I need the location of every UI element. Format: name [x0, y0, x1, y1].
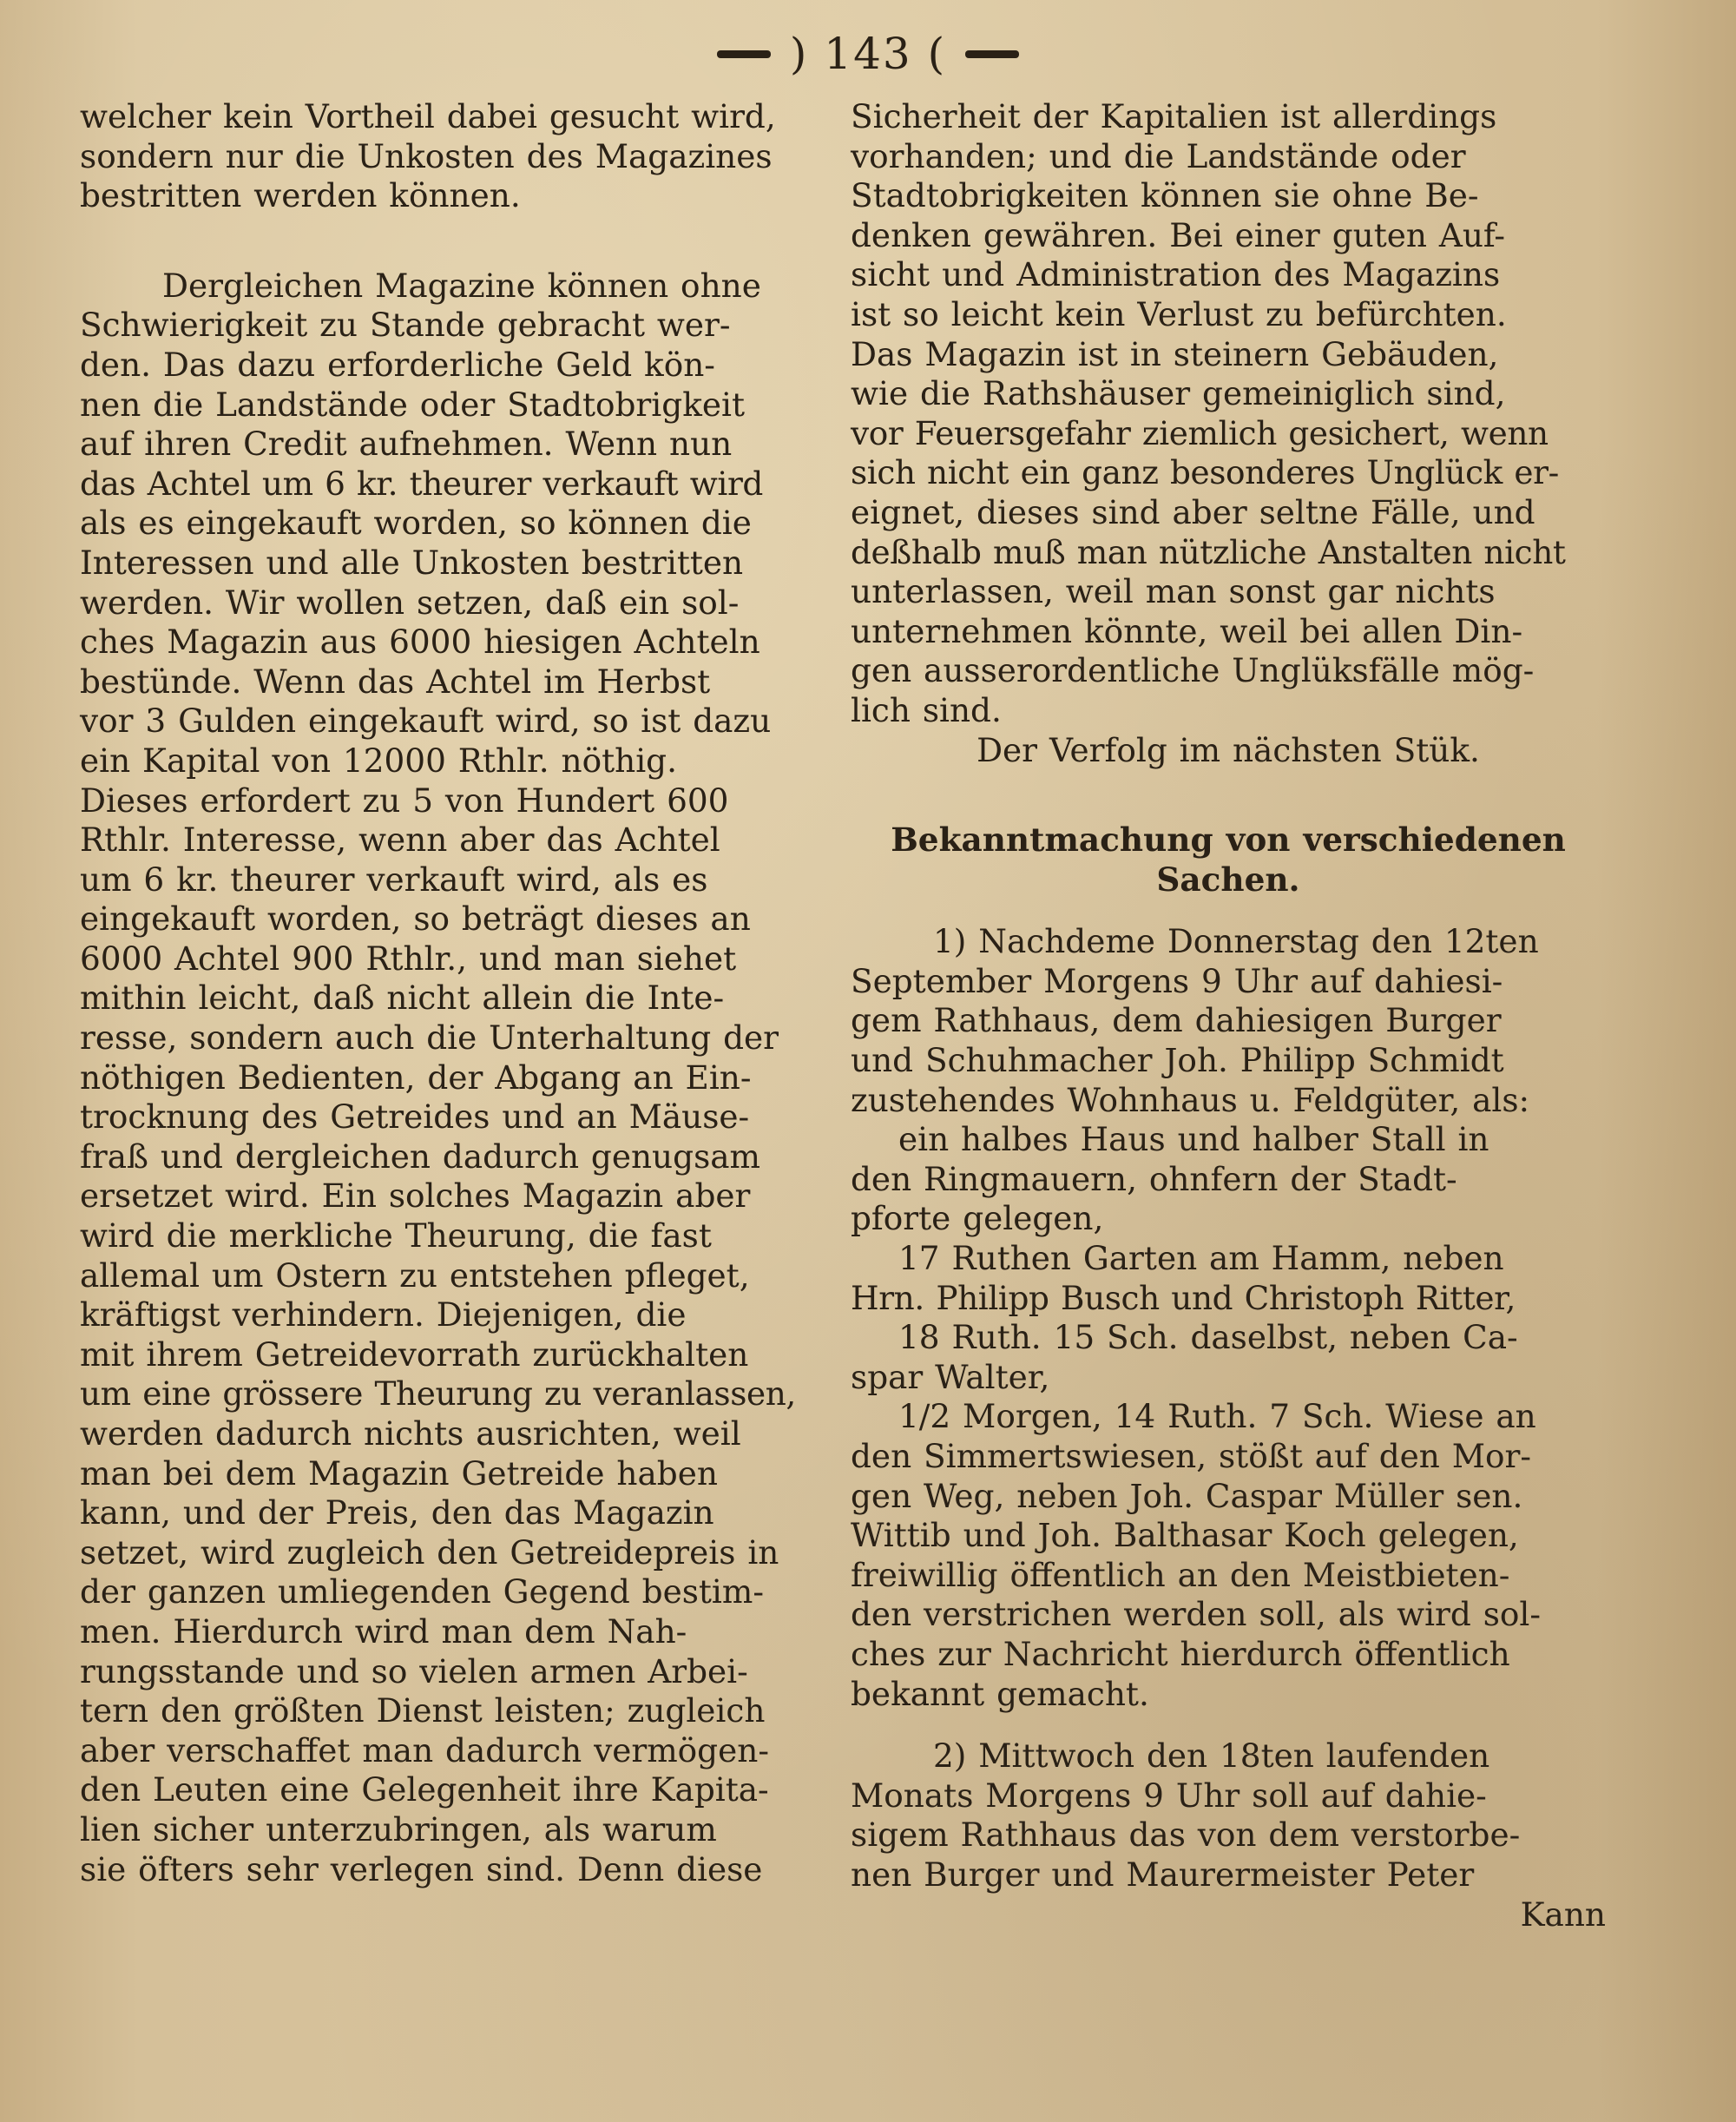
- text-line: auf ihren Credit aufnehmen. Wenn nun: [80, 425, 733, 464]
- text-line: ein halbes Haus und halber Stall in: [898, 1120, 1489, 1159]
- text-line: mit ihrem Getreidevorrath zurückhalten: [80, 1334, 749, 1374]
- text-line: gen ausserordentliche Unglüksfälle mög-: [851, 651, 1535, 690]
- right-paragraph-1: [851, 97, 1606, 731]
- page-number: ) 143 (: [789, 29, 947, 79]
- text-line: freiwillig öffentlich an den Meistbieten-: [851, 1555, 1510, 1594]
- page-header: [0, 19, 1736, 89]
- text-line: den Ringmauern, ohnfern der Stadt-: [851, 1159, 1457, 1198]
- left-paragraph-1: [80, 97, 826, 216]
- text-line: sicht und Administration des Magazins: [851, 255, 1501, 294]
- text-line: als es eingekauft worden, so können die: [80, 504, 752, 543]
- text-line: unternehmen könnte, weil bei allen Din-: [851, 611, 1523, 650]
- text-line: 18 Ruth. 15 Sch. daselbst, neben Ca-: [898, 1318, 1518, 1357]
- text-line: Interessen und alle Unkosten bestritten: [80, 543, 744, 582]
- text-line: den Leuten eine Gelegenheit ihre Kapita-: [80, 1770, 769, 1809]
- text-line: Sicherheit der Kapitalien ist allerdings: [851, 97, 1497, 135]
- text-line: um eine grössere Theurung zu veranlassen,: [80, 1374, 796, 1414]
- text-line: 17 Ruthen Garten am Hamm, neben: [898, 1239, 1504, 1278]
- text-line: rungsstande und so vielen armen Arbei-: [80, 1651, 748, 1690]
- text-line: allemal um Ostern zu entstehen pfleget,: [80, 1255, 750, 1295]
- text-line: werden dadurch nichts ausrichten, weil: [80, 1414, 741, 1453]
- text-line: bekannt gemacht.: [851, 1674, 1149, 1713]
- text-line: das Achtel um 6 kr. theurer verkauft wird: [80, 464, 763, 503]
- text-line: bestritten werden können.: [80, 176, 521, 215]
- text-line: werden. Wir wollen setzen, daß ein sol-: [80, 583, 740, 622]
- text-line: setzet, wird zugleich den Getreidepreis in: [80, 1532, 779, 1572]
- text-line: ches zur Nachricht hierdurch öffentlich: [851, 1634, 1510, 1673]
- text-line: deßhalb muß man nützliche Anstalten nicht: [851, 532, 1566, 571]
- text-line: lien sicher unterzubringen, als warum: [80, 1809, 717, 1849]
- text-line: den verstrichen werden soll, als wird sol-: [851, 1595, 1542, 1634]
- left-paragraph-2: [80, 267, 826, 1889]
- text-line: Dergleichen Magazine können ohne: [162, 266, 761, 305]
- text-line: gen Weg, neben Joh. Caspar Müller sen.: [851, 1476, 1523, 1515]
- text-line: wie die Rathshäuser gemeiniglich sind,: [851, 374, 1506, 413]
- text-line: sigem Rathhaus das von dem verstorbe-: [851, 1816, 1521, 1855]
- text-line: um 6 kr. theurer verkauft wird, als es: [80, 860, 708, 899]
- left-column: [80, 97, 826, 1889]
- text-line: Rthlr. Interesse, wenn aber das Achtel: [80, 820, 720, 860]
- section-heading: Bekanntmachung von verschiedenen: [891, 820, 1566, 860]
- text-line: spar Walter,: [851, 1357, 1050, 1396]
- text-line: tern den größten Dienst leisten; zugleich: [80, 1691, 766, 1730]
- text-line: vor Feuersgefahr ziemlich gesichert, wenn: [851, 413, 1549, 452]
- text-line: 1/2 Morgen, 14 Ruth. 7 Sch. Wiese an: [898, 1397, 1536, 1436]
- text-line: Schwierigkeit zu Stande gebracht wer-: [80, 306, 731, 345]
- text-line: 1) Nachdeme Donnerstag den 12ten: [933, 922, 1539, 961]
- notice-item-2: [851, 1736, 1606, 1895]
- text-line: kann, und der Preis, den das Magazin: [80, 1493, 714, 1532]
- text-line: vor 3 Gulden eingekauft wird, so ist dazu: [80, 702, 772, 741]
- text-line: ein Kapital von 12000 Rthlr. nöthig.: [80, 741, 677, 780]
- text-line: der ganzen umliegenden Gegend bestim-: [80, 1572, 764, 1611]
- text-line: gem Rathhaus, dem dahiesigen Burger: [851, 1001, 1502, 1040]
- text-line: Monats Morgens 9 Uhr soll auf dahie-: [851, 1776, 1487, 1815]
- text-line: trocknung des Getreides und an Mäuse-: [80, 1097, 750, 1137]
- notice-item-1: [851, 922, 1606, 1714]
- continued-note: Der Verfolg im nächsten Stük.: [976, 730, 1480, 769]
- text-line: den Simmertswiesen, stößt auf den Mor-: [851, 1437, 1532, 1475]
- text-line: unterlassen, weil man sonst gar nichts: [851, 572, 1496, 611]
- text-line: September Morgens 9 Uhr auf dahiesi-: [851, 961, 1503, 1000]
- right-column: [851, 97, 1606, 1934]
- text-line: bestünde. Wenn das Achtel im Herbst: [80, 662, 711, 701]
- text-line: lich sind.: [851, 690, 1002, 729]
- text-line: 6000 Achtel 900 Rthlr., und man siehet: [80, 939, 737, 978]
- text-line: 2) Mittwoch den 18ten laufenden: [933, 1736, 1490, 1776]
- text-line: sich nicht ein ganz besonderes Unglück er-: [851, 453, 1559, 492]
- text-line: aber verschaffet man dadurch vermögen-: [80, 1730, 769, 1769]
- text-line: zustehendes Wohnhaus u. Feldgüter, als:: [851, 1080, 1530, 1119]
- catchword: Kann: [1520, 1895, 1606, 1934]
- text-line: ersetzet wird. Ein solches Magazin aber: [80, 1176, 751, 1216]
- text-line: denken gewähren. Bei einer guten Auf-: [851, 215, 1506, 254]
- text-line: kräftigst verhindern. Diejenigen, die: [80, 1295, 687, 1334]
- text-line: Hrn. Philipp Busch und Christoph Ritter,: [851, 1278, 1516, 1317]
- text-line: wird die merkliche Theurung, die fast: [80, 1216, 712, 1255]
- text-line: eingekauft worden, so beträgt dieses an: [80, 900, 751, 939]
- text-line: nen die Landstände oder Stadtobrigkeit: [80, 385, 745, 424]
- text-line: nöthigen Bedienten, der Abgang an Ein-: [80, 1058, 752, 1097]
- text-line: man bei dem Magazin Getreide haben: [80, 1453, 718, 1493]
- text-line: und Schuhmacher Joh. Philipp Schmidt: [851, 1041, 1504, 1080]
- text-line: fraß und dergleichen dadurch genugsam: [80, 1137, 761, 1176]
- text-line: Stadtobrigkeiten können sie ohne Be-: [851, 176, 1479, 215]
- text-line: Dieses erfordert zu 5 von Hundert 600: [80, 781, 729, 820]
- text-line: nen Burger und Maurermeister Peter: [851, 1855, 1475, 1894]
- text-line: welcher kein Vortheil dabei gesucht wird,: [80, 97, 776, 135]
- header-dash-left: [717, 50, 771, 58]
- text-line: sondern nur die Unkosten des Magazines: [80, 136, 773, 175]
- text-line: eignet, dieses sind aber seltne Fälle, und: [851, 492, 1535, 531]
- section-heading-cont: Sachen.: [1156, 860, 1300, 899]
- text-line: mithin leicht, daß nicht allein die Inte-: [80, 979, 725, 1018]
- text-line: den. Das dazu erforderliche Geld kön-: [80, 345, 715, 384]
- text-line: Das Magazin ist in steinern Gebäuden,: [851, 334, 1499, 373]
- text-line: sie öfters sehr verlegen sind. Denn diese: [80, 1849, 763, 1888]
- header-dash-right: [965, 50, 1019, 58]
- text-line: ches Magazin aus 6000 hiesigen Achteln: [80, 623, 760, 662]
- text-line: men. Hierdurch wird man dem Nah-: [80, 1611, 687, 1651]
- text-line: vorhanden; und die Landstände oder: [851, 136, 1466, 175]
- text-line: ist so leicht kein Verlust zu befürchten.: [851, 294, 1507, 333]
- text-line: pforte gelegen,: [851, 1199, 1104, 1238]
- text-line: resse, sondern auch die Unterhaltung der: [80, 1018, 779, 1058]
- text-line: Wittib und Joh. Balthasar Koch gelegen,: [851, 1516, 1519, 1555]
